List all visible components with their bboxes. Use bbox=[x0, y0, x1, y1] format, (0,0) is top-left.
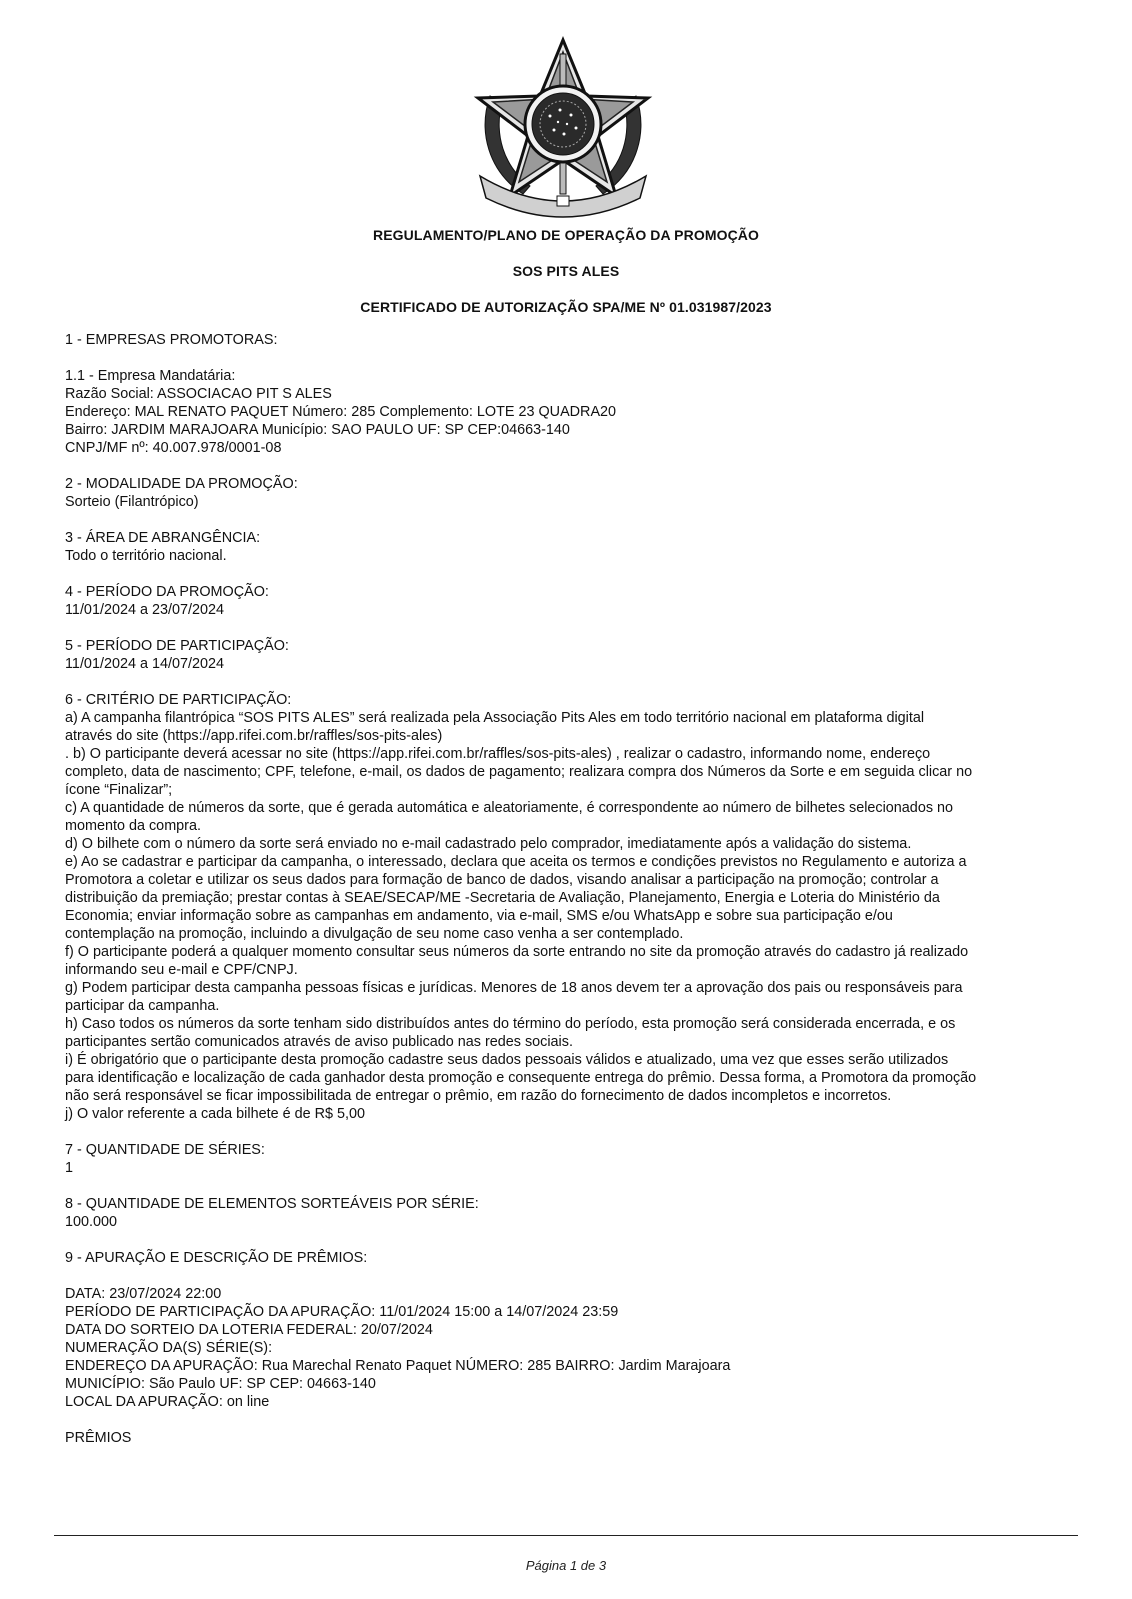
text-line: . b) O participante deverá acessar no site (https://app.rifei.com.br/raffles/sos-pits-ales) , realizar o cadastro, informando nome, endereço bbox=[65, 746, 931, 762]
text-line: 2 - MODALIDADE DA PROMOÇÃO: bbox=[65, 476, 298, 492]
text-line: DATA DO SORTEIO DA LOTERIA FEDERAL: 20/07/2024 bbox=[65, 1322, 433, 1338]
text-line: 11/01/2024 a 14/07/2024 bbox=[65, 656, 224, 672]
text-line: Bairro: JARDIM MARAJOARA Município: SAO PAULO UF: SP CEP:04663-140 bbox=[65, 422, 570, 438]
text-line: 3 - ÁREA DE ABRANGÊNCIA: bbox=[65, 530, 261, 546]
text-line: d) O bilhete com o número da sorte será enviado no e-mail cadastrado pelo comprador, imediatamente após a validação do sistema. bbox=[65, 836, 912, 852]
text-line: não será responsável se ficar impossibilitada de entregar o prêmio, em razão do fornecimento de dados incompletos e incorretos. bbox=[65, 1088, 892, 1104]
text-line: 1 - EMPRESAS PROMOTORAS: bbox=[65, 332, 278, 348]
section-6 bbox=[65, 637, 1075, 673]
regulation-body bbox=[65, 331, 1075, 1465]
text-line: 8 - QUANTIDADE DE ELEMENTOS SORTEÁVEIS POR SÉRIE: bbox=[65, 1196, 479, 1212]
text-line: 11/01/2024 a 23/07/2024 bbox=[65, 602, 224, 618]
text-line: 6 - CRITÉRIO DE PARTICIPAÇÃO: bbox=[65, 692, 292, 708]
text-line: momento da compra. bbox=[65, 818, 201, 834]
text-line: distribuição da premiação; prestar contas à SEAE/SECAP/ME -Secretaria de Avaliação, Planejamento, Energia e Loteria do Ministério da bbox=[65, 890, 940, 906]
text-line: 1 bbox=[65, 1160, 74, 1176]
text-line: através do site (https://app.rifei.com.br/raffles/sos-pits-ales) bbox=[65, 728, 443, 744]
section-10 bbox=[65, 1249, 1075, 1267]
section-1 bbox=[65, 331, 1075, 349]
text-line: Todo o território nacional. bbox=[65, 548, 227, 564]
text-line: para identificação e localização de cada ganhador desta promoção e consequente entrega do prêmio. Dessa forma, a Promotora da promoção bbox=[65, 1070, 977, 1086]
text-line: participar da campanha. bbox=[65, 998, 220, 1014]
text-line: i) É obrigatório que o participante desta promoção cadastre seus dados pessoais válidos e atualizado, uma vez que esses serão utilizados bbox=[65, 1052, 949, 1068]
text-line: 1.1 - Empresa Mandatária: bbox=[65, 368, 236, 384]
text-line: 9 - APURAÇÃO E DESCRIÇÃO DE PRÊMIOS: bbox=[65, 1250, 368, 1266]
text-line: completo, data de nascimento; CPF, telefone, e-mail, os dados de pagamento; realizara compra dos Números da Sorte e em seguida clicar no bbox=[65, 764, 973, 780]
text-line: c) A quantidade de números da sorte, que é gerada automática e aleatoriamente, é correspondente ao número de bilhetes selecionados no bbox=[65, 800, 954, 816]
document-title: REGULAMENTO/PLANO DE OPERAÇÃO DA PROMOÇÃO bbox=[372, 227, 759, 243]
text-line: j) O valor referente a cada bilhete é de R$ 5,00 bbox=[65, 1106, 365, 1122]
section-3 bbox=[65, 475, 1075, 511]
section-4 bbox=[65, 529, 1075, 565]
text-line: ENDEREÇO DA APURAÇÃO: Rua Marechal Renato Paquet NÚMERO: 285 BAIRRO: Jardim Marajoara bbox=[65, 1358, 731, 1374]
section-12 bbox=[65, 1429, 1075, 1447]
text-line: contemplação na promoção, incluindo a divulgação de seu nome caso venha a ser contemplado. bbox=[65, 926, 684, 942]
section-11 bbox=[65, 1285, 1075, 1411]
text-line: 100.000 bbox=[65, 1214, 118, 1230]
section-8 bbox=[65, 1141, 1075, 1177]
text-line: e) Ao se cadastrar e participar da campanha, o interessado, declara que aceita os termos e condições previstos no Regulamento e autoriza a bbox=[65, 854, 967, 870]
text-line: participantes sertão comunicados através de aviso publicado nas redes sociais. bbox=[65, 1034, 573, 1050]
section-7 bbox=[65, 691, 1075, 1123]
text-line: h) Caso todos os números da sorte tenham sido distribuídos antes do término do período, esta promoção será considerada encerrada, e os bbox=[65, 1016, 956, 1032]
authorization-certificate: CERTIFICADO DE AUTORIZAÇÃO SPA/ME Nº 01.031987/2023 bbox=[360, 299, 772, 315]
text-line: LOCAL DA APURAÇÃO: on line bbox=[65, 1394, 270, 1410]
promotion-name: SOS PITS ALES bbox=[512, 263, 620, 279]
footer-divider bbox=[54, 1535, 1078, 1536]
text-line: Endereço: MAL RENATO PAQUET Número: 285 Complemento: LOTE 23 QUADRA20 bbox=[65, 404, 617, 420]
text-line: MUNICÍPIO: São Paulo UF: SP CEP: 04663-140 bbox=[65, 1376, 376, 1392]
text-line: a) A campanha filantrópica “SOS PITS ALES” será realizada pela Associação Pits Ales em todo território nacional em plataforma digital bbox=[65, 710, 925, 726]
text-line: CNPJ/MF nº: 40.007.978/0001-08 bbox=[65, 440, 282, 456]
text-line: f) O participante poderá a qualquer momento consultar seus números da sorte entrando no site da promoção através do cadastro já realizado bbox=[65, 944, 969, 960]
brazil-coat-of-arms-seal bbox=[468, 36, 658, 218]
section-9 bbox=[65, 1195, 1075, 1231]
text-line: Economia; enviar informação sobre as campanhas em andamento, via e-mail, SMS e/ou WhatsApp e sobre sua participação e/ou bbox=[65, 908, 893, 924]
page-number: Página 1 de 3 bbox=[525, 1558, 607, 1573]
text-line: Sorteio (Filantrópico) bbox=[65, 494, 199, 510]
text-line: Razão Social: ASSOCIACAO PIT S ALES bbox=[65, 386, 332, 402]
text-line: PERÍODO DE PARTICIPAÇÃO DA APURAÇÃO: 11/01/2024 15:00 a 14/07/2024 23:59 bbox=[65, 1304, 619, 1320]
text-line: 7 - QUANTIDADE DE SÉRIES: bbox=[65, 1142, 265, 1158]
text-line: Promotora a coletar e utilizar os seus dados para formação de banco de dados, visando analisar a participação na promoção; controlar a bbox=[65, 872, 939, 888]
text-line: ícone “Finalizar”; bbox=[65, 782, 173, 798]
text-line: PRÊMIOS bbox=[65, 1430, 132, 1446]
section-5 bbox=[65, 583, 1075, 619]
text-line: 4 - PERÍODO DA PROMOÇÃO: bbox=[65, 584, 269, 600]
text-line: DATA: 23/07/2024 22:00 bbox=[65, 1286, 222, 1302]
section-2 bbox=[65, 367, 1075, 457]
text-line: g) Podem participar desta campanha pessoas físicas e jurídicas. Menores de 18 anos devem ter a aprovação dos pais ou responsáveis para bbox=[65, 980, 963, 996]
text-line: NUMERAÇÃO DA(S) SÉRIE(S): bbox=[65, 1340, 273, 1356]
text-line: informando seu e-mail e CPF/CNPJ. bbox=[65, 962, 298, 978]
text-line: 5 - PERÍODO DE PARTICIPAÇÃO: bbox=[65, 638, 289, 654]
